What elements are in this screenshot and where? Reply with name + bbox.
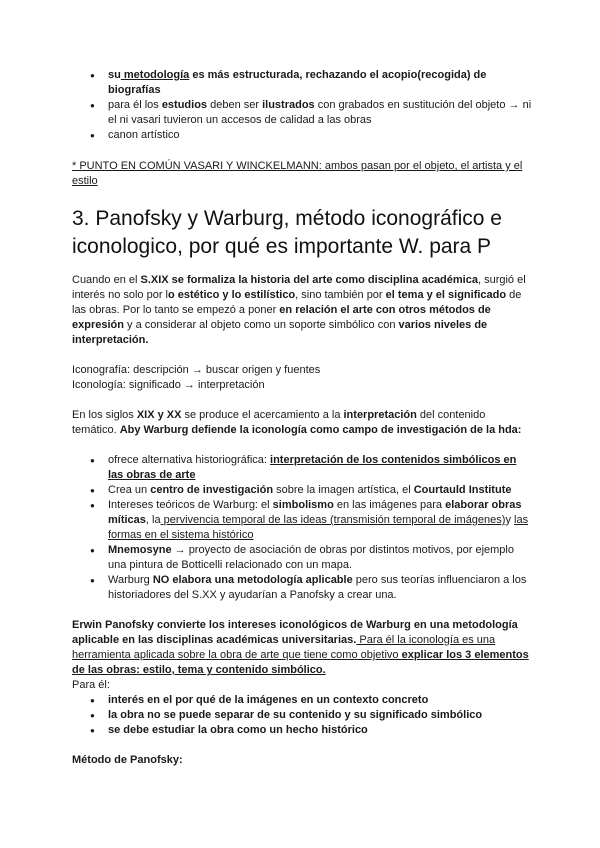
text: , la (145, 514, 161, 526)
text: Método de Panofsky: (72, 754, 183, 766)
list-item (72, 708, 532, 723)
text: para él los (108, 99, 162, 111)
text: , surgió el interés no solo por l (72, 274, 526, 301)
warburg-bullet-list (72, 453, 532, 603)
text: de las obras. Por lo tanto se empezó a poner (72, 289, 522, 316)
text: o estético y lo estilístico (168, 289, 296, 301)
metodo-heading (72, 753, 532, 768)
text: Cuando en el (72, 274, 141, 286)
top-bullet-list (72, 68, 532, 143)
text: la obra no se puede separar de su contenido y su significado simbólico (108, 709, 483, 721)
text: del contenido temático. (72, 409, 486, 436)
text: ofrece alternativa historiográfica: (108, 454, 271, 466)
text: pero sus teorías influenciaron a los historiadores del S.XX y ayudarían a Panofsky a crear una. (108, 574, 527, 601)
text: explicar los 3 elementos de las obras: estilo, tema y contenido simbólico. (72, 649, 529, 676)
text: en las imágenes para (333, 499, 446, 511)
text: Intereses teóricos de Warburg: el (108, 499, 273, 511)
list-item (72, 68, 532, 98)
text: interpretación (343, 409, 417, 421)
text: deben ser (207, 99, 263, 111)
text: En los siglos (72, 409, 137, 421)
text: se debe estudiar la obra como un hecho histórico (108, 724, 368, 736)
list-item (72, 498, 532, 543)
list-item (72, 483, 532, 498)
text: NO elabora una metodología aplicable (152, 574, 353, 586)
document-body (72, 68, 532, 768)
text: Aby Warburg defiende la iconología como campo de investigación de la hda: (119, 424, 522, 436)
text: y a considerar al objeto como un soporte simbólico con (123, 319, 399, 331)
text: canon artístico (108, 129, 180, 141)
text: sobre la imagen artística, el (273, 484, 414, 496)
note-text: * PUNTO EN COMÚN VASARI Y WINCKELMANN: ambos pasan por el objeto, el artista y el estilo (72, 160, 523, 187)
list-item (72, 723, 532, 738)
text: XIX y XX (136, 409, 182, 421)
text: varios niveles de interpretación. (72, 319, 488, 346)
text: y (505, 514, 515, 526)
iconologia-line: Iconología: significado → interpretación (72, 379, 265, 391)
iconografia-line: Iconografía: descripción → buscar origen y fuentes (72, 364, 321, 376)
text: con grabados en sustitución del objeto → ni el ni vasari tuvieron un accesos de calidad a las obras (108, 99, 532, 126)
text: Courtauld Institute (413, 484, 512, 496)
text: es más estructurada, rechazando el acopio(recogida) de biografías (108, 69, 487, 96)
list-item (72, 128, 532, 143)
text: metodología (120, 69, 190, 81)
text: se produce el acercamiento a la (181, 409, 344, 421)
panofsky-bullet-list (72, 693, 532, 738)
text: estudios (161, 99, 208, 111)
list-item (72, 98, 532, 128)
text: simbolismo (272, 499, 334, 511)
text: Warburg (108, 574, 153, 586)
text: en relación el arte con otros métodos de expresión (72, 304, 491, 331)
text: elaborar obras míticas (108, 499, 522, 526)
text: el tema y el significado (385, 289, 507, 301)
text: Erwin Panofsky convierte los intereses iconológicos de Warburg en una metodología aplicable en las disciplinas académicas universitarias. (72, 619, 518, 646)
paragraph-2 (72, 408, 532, 438)
list-item (72, 693, 532, 708)
text: Crea un (108, 484, 151, 496)
text: , sino también por (295, 289, 386, 301)
section-heading: 3. Panofsky y Warburg, método iconográfico e iconologico, por qué es importante W. para P (72, 207, 502, 258)
text: Para él la iconología es una herramienta aplicada sobre la obra de arte que tiene como objetivo (72, 634, 496, 661)
list-item (72, 573, 532, 603)
text: las formas en el sistema histórico (108, 514, 529, 541)
text: centro de investigación (150, 484, 274, 496)
text: → proyecto de asociación de obras por distintos motivos, por ejemplo una pintura de Botticelli relacionado con un mapa. (108, 544, 514, 571)
text: interpretación de los contenidos simbólicos en las obras de arte (108, 454, 517, 481)
text: S.XIX se formaliza la historia del arte como disciplina académica (140, 274, 478, 286)
para-el-line: Para él: (72, 679, 110, 691)
text: ilustrados (262, 99, 315, 111)
text: Mnemosyne (108, 544, 172, 556)
paragraph-3 (72, 618, 532, 678)
list-item (72, 453, 532, 483)
list-item (72, 543, 532, 573)
paragraph-1 (72, 273, 532, 348)
text: pervivencia temporal de las ideas (transmisión temporal de imágenes) (160, 514, 506, 526)
text: interés en el por qué de la imágenes en un contexto concreto (108, 694, 429, 706)
text: su (108, 69, 121, 81)
